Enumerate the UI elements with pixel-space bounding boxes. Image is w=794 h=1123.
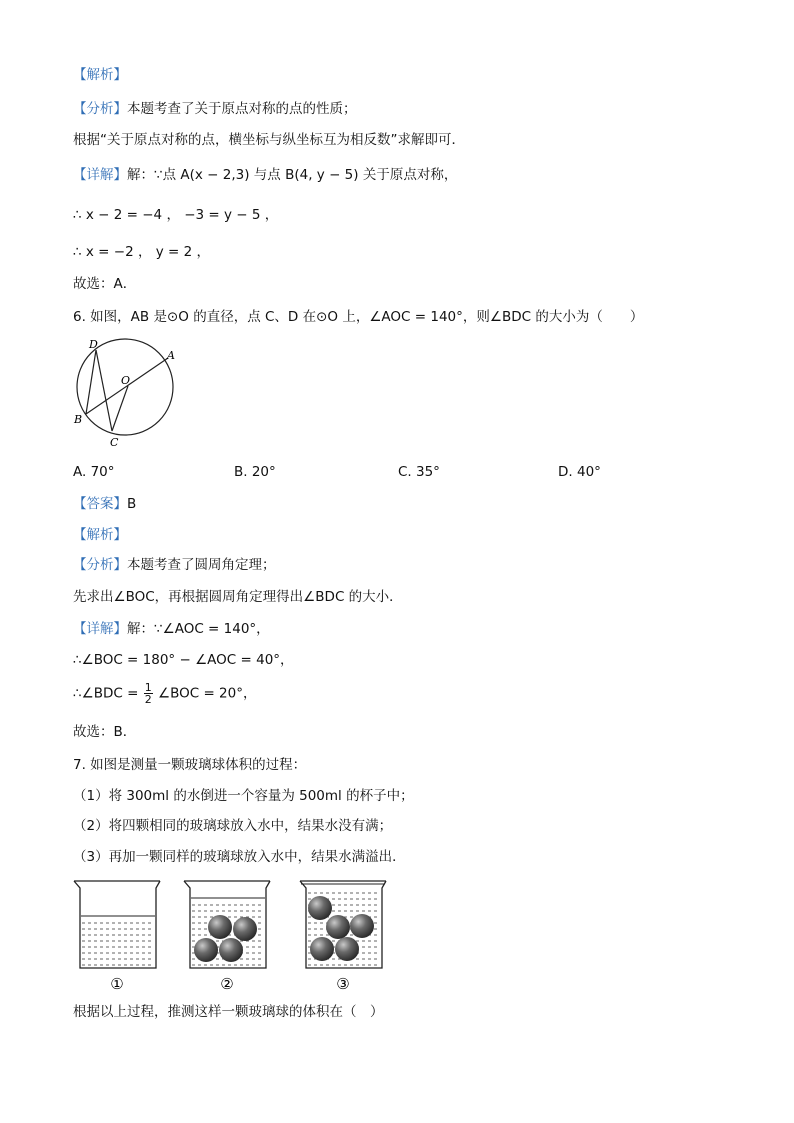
option-b: B. 20° — [234, 464, 276, 480]
label-d: D — [89, 338, 98, 351]
glass-ball — [310, 937, 334, 961]
q7-step1: （1）将 300ml 的水倒进一个容量为 500ml 的杯子中； — [73, 788, 414, 804]
glass-ball — [219, 938, 243, 962]
analysis-line2-5: 根据“关于原点对称的点，横坐标与纵坐标互为相反数”求解即可． — [73, 132, 465, 148]
daan-value-6: B — [127, 496, 137, 512]
jiexi-label-6: 【解析】 — [73, 527, 127, 543]
q7-closing: 根据以上过程，推测这样一颗玻璃球的体积在（ ） — [73, 1004, 384, 1020]
answer-key-6 — [73, 495, 136, 513]
label-a: A — [167, 349, 175, 362]
detail-line-6 — [73, 620, 270, 638]
analysis-line2-6: 先求出∠BOC，再根据圆周角定理得出∠BDC 的大小． — [73, 589, 403, 605]
analysis-line-6 — [73, 556, 276, 574]
answer-line-5: 故选：A． — [73, 276, 137, 292]
fenxi-tag-5: 【分析】 — [73, 101, 127, 117]
label-o: O — [121, 374, 131, 387]
answer-line-6: 故选：B． — [73, 724, 137, 740]
fenxi-text-5: 本题考查了关于原点对称的点的性质； — [127, 101, 357, 117]
cup-2 — [184, 881, 270, 968]
cup-3 — [300, 881, 386, 968]
label-b: B — [74, 413, 83, 426]
chord-dc — [96, 350, 112, 431]
glass-ball — [194, 938, 218, 962]
xiangjie-text-6: 解：∵∠AOC = 140°， — [127, 621, 270, 637]
fenxi-text-6: 本题考查了圆周角定理； — [127, 557, 276, 573]
chord-db — [86, 350, 96, 414]
question-6: 6. 如图，AB 是⊙O 的直径，点 C、D 在⊙O 上，∠AOC = 140°，则∠BDC 的大小为（ ） — [73, 309, 644, 325]
frac-num: 1 — [144, 681, 152, 694]
step2-6 — [73, 682, 257, 705]
glass-ball — [308, 896, 332, 920]
radius-oc — [112, 386, 128, 431]
step2-prefix-6: ∴∠BDC = — [73, 685, 139, 702]
step2-suffix-6: ∠BOC = 20°， — [157, 685, 257, 702]
xiangjie-text-5: 解：∵点 A(x − 2,3) 与点 B(4, y − 5) 关于原点对称， — [127, 167, 458, 183]
glass-ball — [326, 915, 350, 939]
jiexi-label-5: 【解析】 — [73, 67, 127, 83]
glass-ball — [208, 915, 232, 939]
question-7: 7. 如图是测量一颗玻璃球体积的过程： — [73, 757, 307, 773]
fraction-half — [144, 682, 153, 705]
cup-1 — [74, 881, 160, 968]
xiangjie-tag-6: 【详解】 — [73, 621, 127, 637]
step2-5: ∴ x = −2 ， y = 2 ， — [73, 244, 211, 260]
step1-5: ∴ x − 2 = −4 ， −3 = y − 5 ， — [73, 207, 279, 223]
label-c: C — [110, 436, 119, 449]
fenxi-tag-6: 【分析】 — [73, 557, 127, 573]
cups-figure — [70, 876, 390, 994]
cup-label-1: ① — [110, 975, 124, 993]
cup-label-3: ③ — [336, 975, 350, 993]
step1-6: ∴∠BOC = 180° − ∠AOC = 40°， — [73, 652, 294, 668]
cup-label-2: ② — [220, 975, 234, 993]
circle-figure — [70, 334, 182, 450]
analysis-line-5 — [73, 100, 357, 118]
option-a: A. 70° — [73, 464, 115, 480]
glass-ball — [335, 937, 359, 961]
q7-step3: （3）再加一颗同样的玻璃球放入水中，结果水满溢出． — [73, 849, 406, 865]
detail-line-5 — [73, 166, 457, 184]
frac-den: 2 — [144, 693, 152, 706]
daan-tag-6: 【答案】 — [73, 496, 127, 512]
q7-step2: （2）将四颗相同的玻璃球放入水中，结果水没有满； — [73, 818, 393, 834]
xiangjie-tag-5: 【详解】 — [73, 167, 127, 183]
option-c: C. 35° — [398, 464, 440, 480]
glass-ball — [350, 914, 374, 938]
option-d: D. 40° — [558, 464, 601, 480]
glass-ball — [233, 917, 257, 941]
